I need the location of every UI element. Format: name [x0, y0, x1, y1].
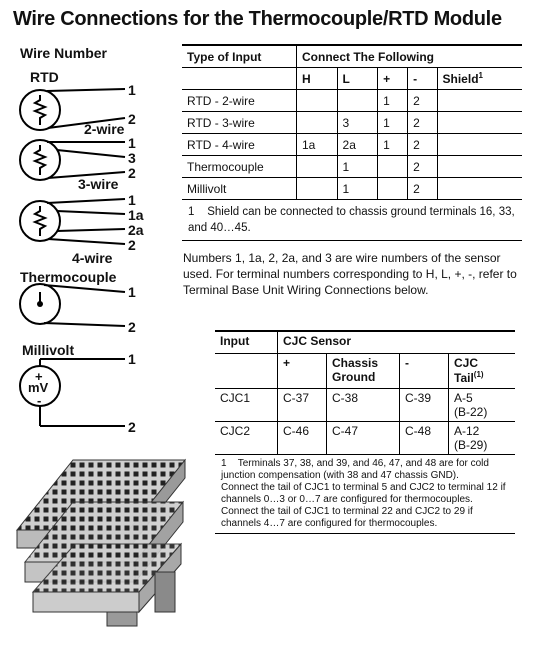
- table-row: Millivolt 1 2: [182, 178, 522, 200]
- col-cjc-sensor-header: CJC Sensor: [278, 331, 516, 354]
- thermocouple-junction-icon: [37, 301, 43, 307]
- rtd-label: RTD: [30, 69, 59, 85]
- rtd4-wire-2: 2: [128, 237, 136, 253]
- col-l-header: L: [337, 68, 378, 90]
- table-row: CJC1 C-37 C-38 C-39 A-5 (B-22): [215, 389, 515, 422]
- table-row: RTD - 3-wire 3 1 2: [182, 112, 522, 134]
- col-plus-header: +: [378, 68, 408, 90]
- col-type-header: Type of Input: [182, 45, 297, 68]
- col-connect-header: Connect The Following: [297, 45, 523, 68]
- rtd4-wire-2a: 2a: [128, 222, 144, 238]
- page-title: Wire Connections for the Thermocouple/RTD Module: [13, 8, 502, 30]
- table-row: CJC2 C-46 C-47 C-48 A-12 (B-29): [215, 422, 515, 455]
- cjc-table-footnote: 1 Terminals 37, 38, and 39, and 46, 47, and 48 are for cold junction compensation (with 38 and 47 chassis GND). Connect the tail of CJC1 to terminal 5 and CJC2 to terminal 12 if channels 0…3 or 0…7 are configured for thermocouples. Connect the tail of CJC1 to terminal 22 and CJC2 to 29 if channels 4…7 are configured for thermocouples.: [215, 455, 515, 534]
- col-shield-header: Shield$^1$: [437, 68, 522, 90]
- col-cjc-plus-header: +: [278, 354, 327, 389]
- table-row: RTD - 4-wire 1a 2a 1 2: [182, 134, 522, 156]
- tc-wire-1: 1: [128, 284, 136, 300]
- col-chassis-ground-header: Chassis Ground: [327, 354, 400, 389]
- wire-number-heading: Wire Number: [20, 45, 108, 61]
- rtd-4wire-label: 4-wire: [72, 250, 113, 266]
- col-minus-header: -: [408, 68, 437, 90]
- rtd2-wire-1: 1: [128, 82, 136, 98]
- col-input-header: Input: [215, 331, 278, 354]
- rtd3-wire-1: 1: [128, 135, 136, 151]
- wire-number-paragraph: Numbers 1, 1a, 2, 2a, and 3 are wire numbers of the sensor used. For terminal numbers corresponding to H, L, +, -, refer to Terminal Base Unit Wiring Connections below.: [183, 251, 517, 297]
- col-cjc-tail-header: CJC Tail$^{(1)}$: [449, 354, 516, 389]
- rtd-2wire-label: 2-wire: [84, 121, 125, 137]
- input-table-footnote: 1 Shield can be connected to chassis ground terminals 16, 33, and 40…45.: [182, 200, 522, 241]
- mv-symbol: mV: [28, 380, 49, 395]
- table-row: RTD - 2-wire 1 2: [182, 90, 522, 112]
- rtd4-wire-1: 1: [128, 192, 136, 208]
- millivolt-label: Millivolt: [22, 342, 75, 358]
- cjc-sensor-table: [215, 330, 515, 534]
- col-cjc-minus-header: -: [400, 354, 449, 389]
- terminal-base-unit-image: [15, 452, 210, 630]
- rtd3-wire-3: 3: [128, 150, 136, 166]
- rtd2-wire-2: 2: [128, 111, 136, 127]
- input-type-table: [182, 44, 522, 241]
- mv-wire-1: 1: [128, 351, 136, 367]
- tc-wire-2: 2: [128, 319, 136, 335]
- mv-wire-2: 2: [128, 419, 136, 435]
- mv-minus: -: [37, 393, 42, 408]
- col-h-header: H: [297, 68, 338, 90]
- thermocouple-label: Thermocouple: [20, 269, 117, 285]
- mv-plus: +: [35, 369, 43, 384]
- rtd3-wire-2: 2: [128, 165, 136, 181]
- rtd-3wire-label: 3-wire: [78, 176, 119, 192]
- rtd4-wire-1a: 1a: [128, 207, 144, 223]
- table-row: Thermocouple 1 2: [182, 156, 522, 178]
